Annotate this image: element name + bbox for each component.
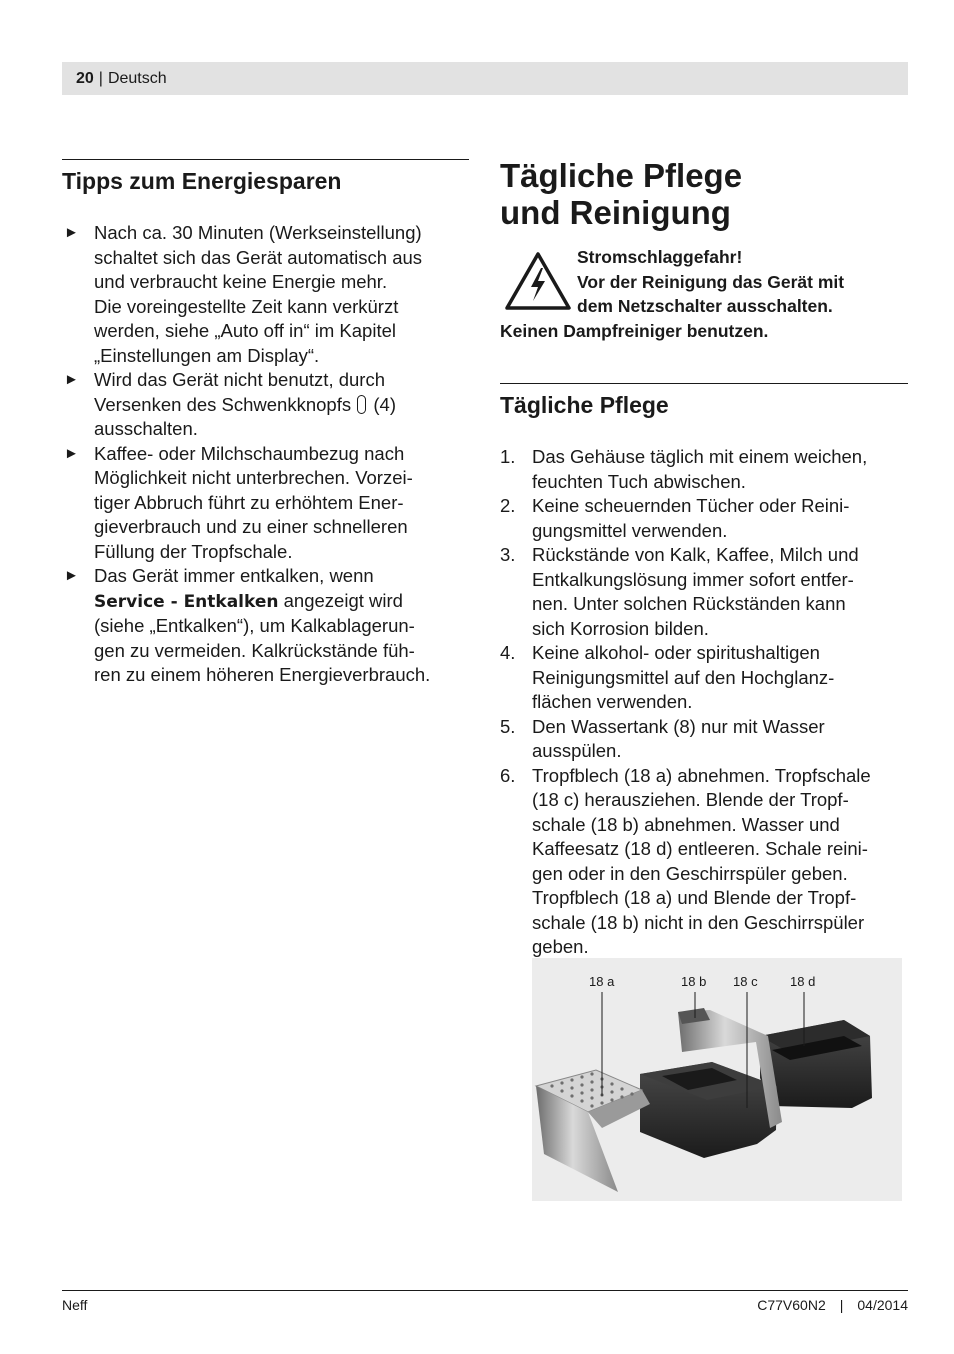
bullet-arrow-icon: ►: [64, 444, 79, 462]
daily-care-subtitle: Tägliche Pflege: [500, 392, 669, 418]
display-message: Service - Entkalken: [94, 591, 279, 612]
drip-tray-figure: [532, 958, 902, 1201]
energy-tips-list: [62, 221, 469, 688]
swivel-knob-icon: [357, 395, 366, 414]
footer-model: C77V60N2: [757, 1297, 826, 1313]
label-18c: 18 c: [733, 974, 758, 989]
electric-shock-warning: Stromschlaggefahr! Vor der Reinigung das Gerät mit dem Netzschalter ausschalten. Keinen Dampfreiniger benutzen.: [500, 247, 845, 341]
footer-info: [757, 1297, 908, 1313]
header-separator: |: [98, 69, 103, 87]
list-item: 3. Rückstände von Kalk, Kaffee, Milch und Entkalkungslösung immer sofort entfer- nen. Unter solchen Rückständen kann sich Korrosion bilden.: [500, 544, 859, 639]
electric-hazard-icon: [504, 251, 572, 311]
bullet-arrow-icon: ►: [64, 567, 79, 584]
list-item: 5. Den Wassertank (8) nur mit Wasser ausspülen.: [500, 715, 825, 761]
list-item: ► Das Gerät immer entkalken, wenn Service - Entkalken angezeigt wird (siehe „Entkalken“), um Kalkablagerun- gen zu vermeiden. Kalkrückstände füh- ren zu einem höheren Energieverbrauch.: [64, 565, 431, 685]
list-item: 1. Das Gehäuse täglich mit einem weichen, feuchten Tuch abwischen.: [500, 446, 868, 492]
list-item: 2. Keine scheuernden Tücher oder Reini- gungsmittel verwenden.: [500, 495, 850, 541]
list-item: 6. Tropfblech (18 a) abnehmen. Tropfschale (18 c) herausziehen. Blende der Tropf- schale (18 b) abnehmen. Wasser und Kaffeesatz (18 d) entleeren. Schale reini- gen oder in den Geschirrspüler geben. Tropfblech (18 a) und Blende der Tropf- schale (18 b) nicht in den Geschirrspüler geben.: [500, 764, 871, 957]
footer-separator: |: [839, 1297, 844, 1313]
energy-tips-section: [62, 159, 469, 688]
daily-care-section: [500, 159, 908, 960]
energy-tips-title: Tipps zum Energiesparen: [62, 168, 342, 194]
section-rule: [500, 383, 908, 384]
label-18a: 18 a: [589, 974, 615, 989]
drip-tray-illustration: [532, 958, 902, 1201]
footer-rule: [62, 1290, 908, 1291]
drip-plate-shape: [536, 1070, 650, 1192]
section-rule: [62, 159, 469, 160]
drip-tray-shape: [640, 1062, 777, 1158]
page-header: [62, 62, 908, 95]
footer-date: 04/2014: [857, 1297, 908, 1313]
page-title: Tägliche Pflege und Reinigung: [500, 157, 743, 231]
footer-brand: Neff: [62, 1297, 88, 1313]
header-language: Deutsch: [107, 69, 167, 87]
label-18d: 18 d: [790, 974, 816, 989]
list-item: ► Nach ca. 30 Minuten (Werkseinstellung) schaltet sich das Gerät automatisch aus und verbraucht keine Energie mehr. Die voreingestellte Zeit kann verkürzt werden, siehe „Auto off in“ im Kapitel „Einstellungen am Display“.: [64, 222, 423, 366]
list-item: 4. Keine alkohol- oder spiritushaltigen Reinigungsmittel auf den Hochglanz- flächen verwenden.: [500, 642, 835, 712]
label-18b: 18 b: [681, 974, 707, 989]
page-number: 20: [76, 69, 94, 87]
daily-care-steps: [500, 445, 908, 960]
bullet-arrow-icon: ►: [64, 371, 79, 388]
list-item: ► Wird das Gerät nicht benutzt, durch Versenken des Schwenkknopfs (4) ausschalten.: [64, 369, 397, 439]
list-item: ► Kaffee- oder Milchschaumbezug nach Möglichkeit nicht unterbrechen. Vorzei- tiger Abbruch führt zu erhöhtem Ener- gieverbrauch und zu einer schnelleren Füllung der Tropfschale.: [64, 442, 413, 562]
bullet-arrow-icon: ►: [64, 224, 79, 241]
